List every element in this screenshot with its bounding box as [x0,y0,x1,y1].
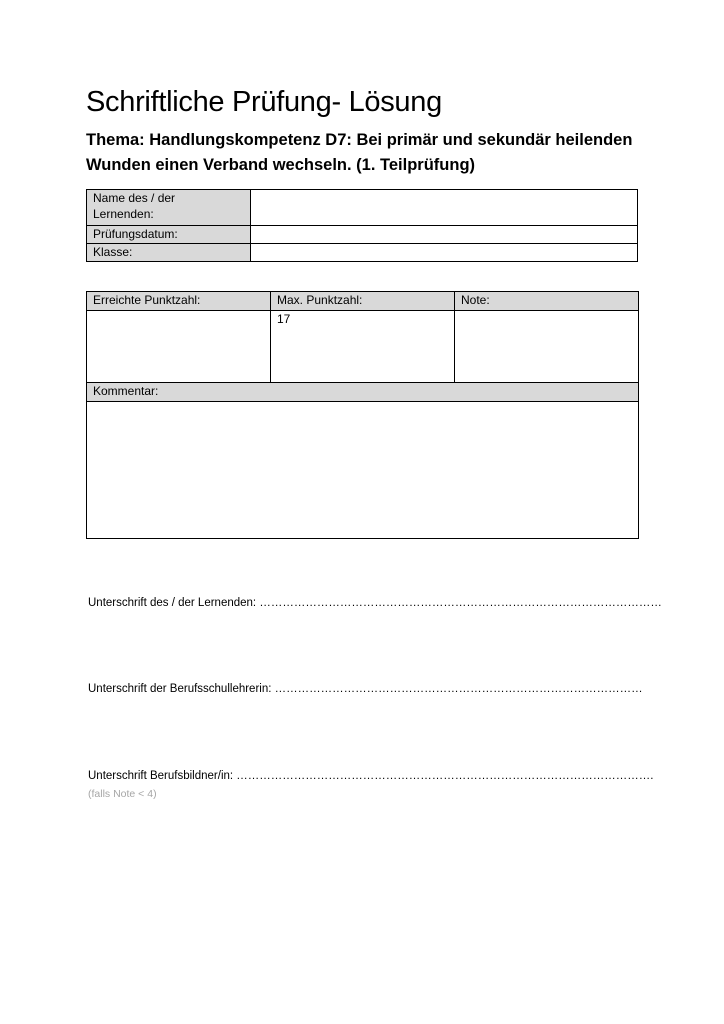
max-points-value: 17 [271,311,455,383]
trainer-signature-condition: (falls Note < 4) [88,788,157,800]
grade-label: Note: [455,292,639,311]
date-label: Prüfungsdatum: [87,226,251,244]
max-points-label: Max. Punktzahl: [271,292,455,311]
name-value-field[interactable] [251,190,638,226]
grade-field[interactable] [455,311,639,383]
signature-teacher[interactable]: Unterschrift der Berufsschullehrerin: …………………………………………………………………………………… [88,683,643,695]
reached-points-label: Erreichte Punktzahl: [87,292,271,311]
page-title: Schriftliche Prüfung- Lösung [86,86,442,118]
exam-subtitle [86,128,646,178]
date-value-field[interactable] [251,226,638,244]
subtitle-line-2: Wunden einen Verband wechseln. (1. Teilprüfung) [86,156,476,174]
reached-points-field[interactable] [87,311,271,383]
signature-trainer[interactable]: Unterschrift Berufsbildner/in: ………………………………………………………………………………………………. [88,770,654,782]
class-value-field[interactable] [251,244,638,262]
subtitle-line-1: Thema: Handlungskompetenz D7: Bei primär und sekundär heilenden [86,131,633,149]
score-table [86,291,639,539]
comment-field[interactable] [87,402,639,539]
comment-label: Kommentar: [87,383,639,402]
student-info-table [86,189,638,262]
class-label: Klasse: [87,244,251,262]
name-label-cell [87,190,251,226]
name-label-line-1: Name des / der [93,191,176,205]
name-label-line-2: Lernenden: [93,207,154,221]
signature-learner[interactable]: Unterschrift des / der Lernenden: …………………………………………………………………………………………… [88,597,662,609]
